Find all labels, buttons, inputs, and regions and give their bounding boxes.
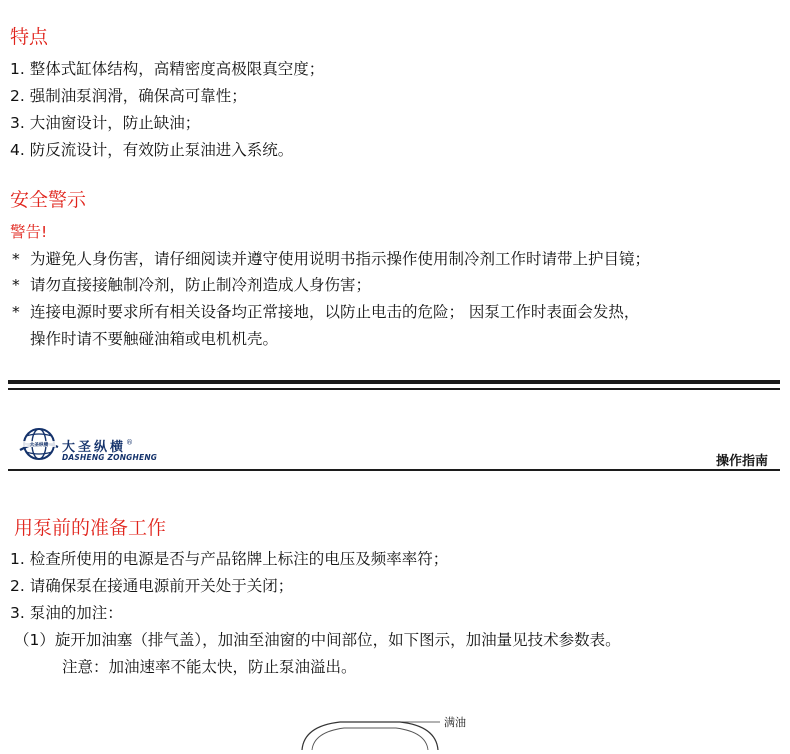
feature-item-3: 3. 大油窗设计，防止缺油； bbox=[10, 114, 201, 132]
prep-sub-item: （1）旋开加油塞（排气盖），加油至油窗的中间部位，如下图示，加油量见技术参数表。 bbox=[14, 631, 621, 649]
diagram-label-full: 满油 bbox=[444, 716, 466, 729]
logo-cn: 大圣纵横 bbox=[62, 440, 127, 455]
prep-item-2: 2. 请确保泵在接通电源前开关处于关闭； bbox=[10, 577, 294, 595]
prep-title: 用泵前的准备工作 bbox=[14, 517, 167, 539]
safety-item-text: 请勿直接接触制冷剂，防止制冷剂造成人身伤害； bbox=[30, 276, 372, 294]
divider-thick bbox=[8, 380, 780, 384]
safety-item-continuation: 操作时请不要触碰油箱或电机机壳。 bbox=[30, 330, 279, 348]
safety-title: 安全警示 bbox=[10, 189, 87, 211]
feature-item-4: 4. 防反流设计，有效防止泵油进入系统。 bbox=[10, 141, 294, 159]
safety-item-1 bbox=[12, 250, 650, 268]
prep-item-1: 1. 检查所使用的电源是否与产品铭牌上标注的电压及频率率符； bbox=[10, 550, 449, 568]
prep-note: 注意：加油速率不能太快，防止泵油溢出。 bbox=[62, 658, 357, 676]
safety-item-text: 为避免人身伤害，请仔细阅读并遵守使用说明书指示操作使用制冷剂工作时请带上护目镜； bbox=[30, 250, 651, 268]
bullet-star: * bbox=[12, 250, 20, 268]
section-label: 操作指南 bbox=[716, 454, 769, 469]
divider-thin bbox=[8, 388, 780, 390]
safety-item-text: 连接电源时要求所有相关设备均正常接地，以防止电击的危险； 因泵工作时表面会发热， bbox=[30, 303, 640, 321]
logo-en: DASHENG ZONGHENG bbox=[62, 453, 158, 462]
bullet-star: * bbox=[12, 276, 20, 294]
features-title: 特点 bbox=[10, 26, 49, 48]
bullet-star: * bbox=[12, 303, 20, 321]
logo-registered: ® bbox=[126, 438, 134, 447]
header-rule bbox=[8, 469, 780, 471]
globe-text: 大圣纵横 bbox=[29, 443, 49, 448]
feature-item-2: 2. 强制油泵润滑，确保高可靠性； bbox=[10, 87, 247, 105]
prep-item-3: 3. 泵油的加注： bbox=[10, 604, 123, 622]
feature-item-1: 1. 整体式缸体结构，高精密度高极限真空度； bbox=[10, 60, 325, 78]
safety-item-2 bbox=[12, 276, 371, 294]
safety-item-3 bbox=[12, 303, 639, 321]
globe-logo-icon bbox=[18, 425, 60, 467]
warning-label: 警告! bbox=[10, 223, 48, 241]
